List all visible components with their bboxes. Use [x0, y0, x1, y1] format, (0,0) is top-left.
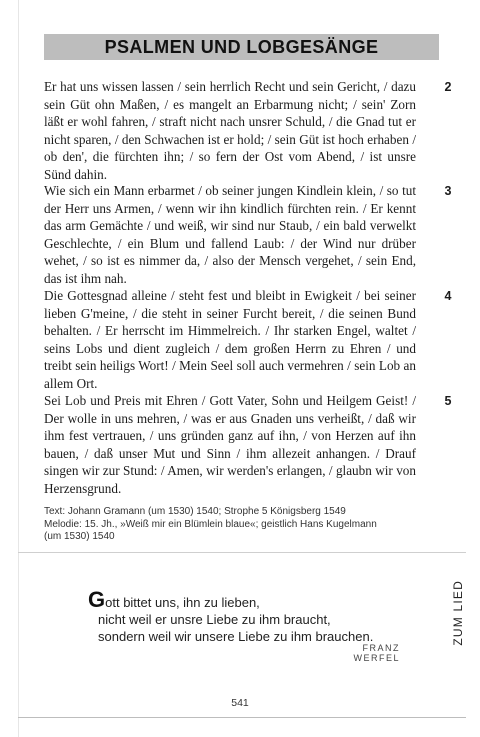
section-title: PSALMEN UND LOBGESÄNGE: [104, 36, 379, 57]
credits-melody-line-cont: (um 1530) 1540: [44, 531, 115, 543]
stanza-text: Er hat uns wissen lassen / sein herrlich Recht und sein Gericht, / dazu sein Güt ohn Maßen, / es mangelt an Erbarmung nicht; / sein' Zorn läßt er wohl fahren, / straft nicht nach unsrer Schuld, / die Gnad tut er nicht sparen, / den Schwachen ist er hold; / sein Güt ist hoch erhaben / ob den', die fürchten ihn; / so fern der Ost vom Abend, / ist unsre Sünd dahin.: [44, 79, 416, 182]
section-divider: [18, 552, 466, 553]
quote-line-1-text: ott bittet uns, ihn zu lieben,: [105, 595, 260, 610]
stanza-number: 2: [444, 80, 452, 94]
quote-line-3: sondern weil wir unsere Liebe zu ihm brauchen.: [98, 629, 374, 644]
quote-line-2: nicht weil er unsre Liebe zu ihm braucht,: [98, 612, 331, 627]
stanza-text: Wie sich ein Mann erbarmet / ob seiner jungen Kindlein klein, / so tut der Herr uns Armen, / wenn wir ihn kindlich fürchten rein. / Er kennt das arm Gemächte / und weiß, wir sind nur Staub, / ein bald verwelkt Geschlechte, / ein Blum und fallend Laub: / der Wind nur drüber wehet, / so ist es nimmer da, / also der Mensch vergehet, / sein End, das ist ihm nah.: [44, 183, 416, 286]
credits-melody-line: Melodie: 15. Jh., »Weiß mir ein Blümlein blaue«; geistlich Hans Kugelmann: [44, 518, 377, 530]
side-label: ZUM LIED: [451, 580, 465, 646]
stanza-number: 5: [444, 394, 452, 408]
quote-block: [88, 587, 403, 645]
stanza-text: Sei Lob und Preis mit Ehren / Gott Vater, Sohn und Heilgem Geist! / Der wolle in uns mehren, / was er aus Gnaden uns verheißt, / daß wir ihm fest vertrauen, / uns gründen ganz auf ihn, / von Herzen auf ihn bauen, / daß unser Mut und Sinn / ihm allezeit anhangen. / Drauf singen wir zur Stund: / Amen, wir werden's erlangen, / glaubn wir von Herzensgrund.: [44, 393, 416, 496]
bottom-rule: [18, 717, 466, 718]
credits: [44, 506, 424, 544]
credits-text-line: Text: Johann Gramann (um 1530) 1540; Strophe 5 Königsberg 1549: [44, 506, 346, 517]
stanza-number: 4: [444, 289, 452, 303]
quote-author: FRANZ WERFEL: [353, 643, 400, 663]
stanza-number: 3: [444, 184, 452, 198]
section-header: [44, 34, 439, 60]
page-number: 541: [231, 697, 249, 709]
stanza-text: Die Gottesgnad alleine / steht fest und bleibt in Ewigkeit / bei seiner lieben G'meine, / die steht in seiner Furcht bereit, / die seinen Bund behalten. / Er herrscht im Himmelreich. / Ihr starken Engel, waltet / seins Lobs und dient zugleich / dem großen Herrn zu Ehren / und treibt sein heiligs Wort! / Mein Seel soll auch vermehren / sein Lob an allem Ort.: [44, 288, 416, 391]
quote-initial: G: [88, 587, 106, 612]
quote-line-1: [88, 587, 403, 612]
page-edge: [18, 0, 19, 737]
